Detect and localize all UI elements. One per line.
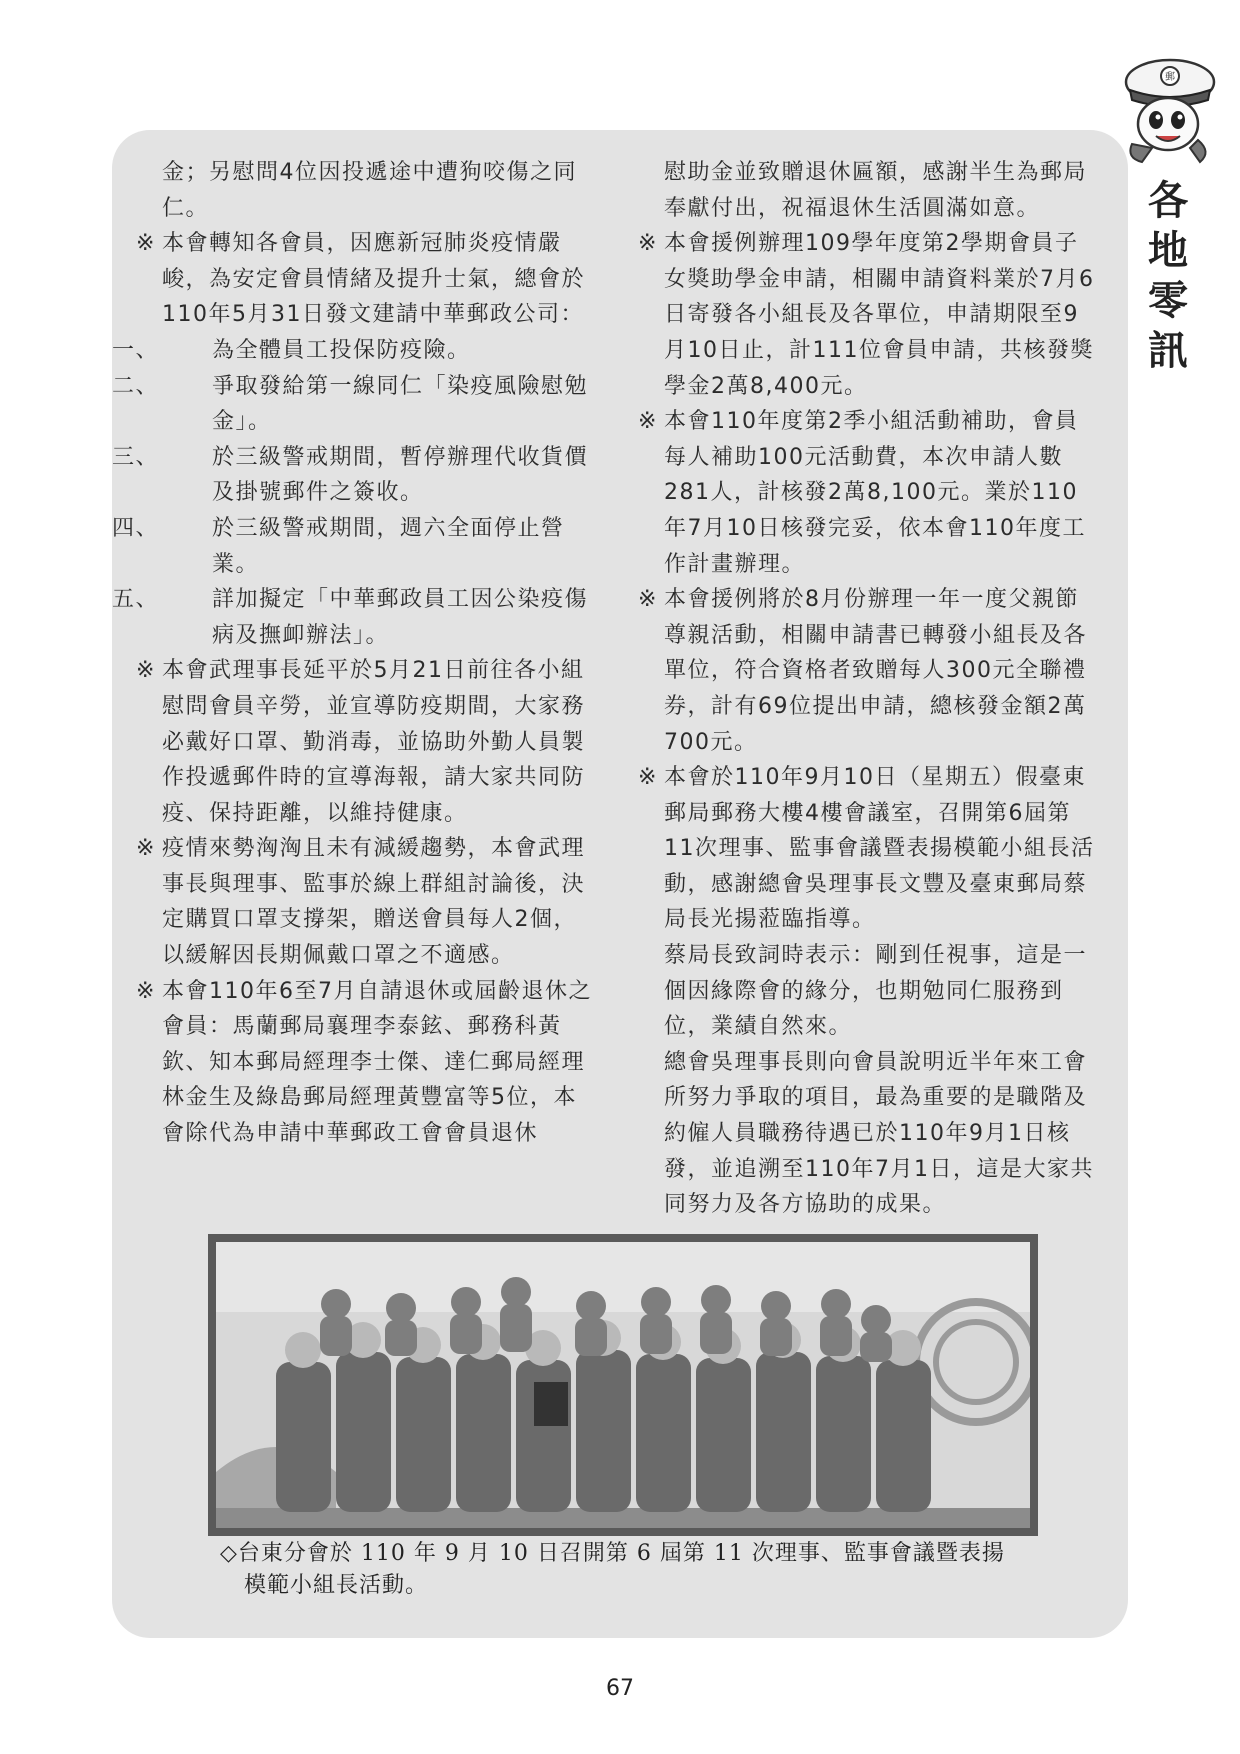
page-number: 67 [606,1676,634,1701]
sub-item-text: 為全體員工投保防疫險。 [212,337,471,363]
sub-item-number: 一、 [112,337,160,363]
side-title-char: 地 [1148,227,1188,274]
left-text-column [112,155,596,1152]
sub-item-text: 爭取發給第一線同仁「染疫風險慰勉金」。 [212,373,589,435]
paragraph: 蔡局長致詞時表示：剛到任視事，這是一個因緣際會的緣分，也期勉同仁服務到位，業績自然來。 [664,943,1088,1040]
side-title-char: 訊 [1148,327,1188,374]
sub-item [112,582,596,653]
mascot-postman-icon [1112,48,1224,166]
sub-item [112,369,596,440]
notice-item: ※ 本會武理事長延平於5月21日前往各小組慰問會員辛勞，並宣導防疫期間，大家務必戴好口罩、勤消毒，並協助外勤人員製作投遞郵件時的宣導海報，請大家共同防疫、保持距離，以維持健康。 [136,653,596,831]
photo-caption [220,1538,1050,1602]
sub-item-text: 於三級警戒期間，暫停辦理代收貨價及掛號郵件之簽收。 [212,444,589,506]
group-photo-illustration [216,1242,1030,1528]
sub-item-number: 四、 [112,515,160,541]
paragraph: 總會吳理事長則向會員說明近半年來工會所努力爭取的項目，最為重要的是職階及約僱人員職務待遇已於110年9月1日核發，並追溯至110年7月1日，這是大家共同努力及各方協助的成果。 [664,1049,1094,1218]
notice-item: ※ 疫情來勢洶洶且未有減緩趨勢，本會武理事長與理事、監事於線上群組討論後，決定購買口罩支撐架，贈送會員每人2個，以緩解因長期佩戴口罩之不適感。 [136,831,596,973]
sub-item-text: 詳加擬定「中華郵政員工因公染疫傷病及撫卹辦法」。 [212,587,589,648]
photo-caption-line: 模範小組長活動。 [244,1573,429,1598]
right-text-column [638,155,1098,1223]
notice-item: ※ 本會援例辦理109學年度第2學期會員子女獎助學金申請，相關申請資料業於7月6日寄發各小組長及各單位，申請期限至9月10日止，計111位會員申請，共核發獎學金2萬8,400元。 [638,226,1098,404]
photo-caption-line: ◇台東分會於 110 年 9 月 10 日召開第 6 屆第 11 次理事、監事會議暨表揚 [220,1541,1005,1566]
sub-item [112,333,596,369]
side-title-char: 各 [1148,177,1188,224]
sub-item-text: 於三級警戒期間，週六全面停止營業。 [212,515,565,577]
notice-item: ※ 本會110年6至7月自請退休或屆齡退休之會員：馬蘭郵局襄理李泰鉉、郵務科黃欽、知本郵局經理李士傑、達仁郵局經理林金生及綠島郵局經理黃豐富等5位，本會除代為申請中華郵政工會會員退休 [136,974,596,1152]
notice-item: ※ 本會轉知各會員，因應新冠肺炎疫情嚴峻，為安定會員情緒及提升士氣，總會於110年5月31日發文建請中華郵政公司： [136,226,596,333]
sub-item-number: 三、 [112,444,160,470]
group-photo [208,1234,1038,1536]
side-title-char: 零 [1148,277,1188,324]
sub-item-number: 二、 [112,373,160,399]
sub-item [112,511,596,582]
notice-item: ※ 本會於110年9月10日（星期五）假臺東郵局郵務大樓4樓會議室，召開第6屆第11次理事、監事會議暨表揚模範小組長活動，感謝總會吳理事長文豐及臺東郵局蔡局長光揚蒞臨指導。 [638,760,1098,938]
paragraph: 慰助金並致贈退休匾額，感謝半生為郵局奉獻付出，祝福退休生活圓滿如意。 [664,160,1088,221]
section-title-vertical [1138,176,1198,376]
notice-item: ※ 本會援例將於8月份辦理一年一度父親節尊親活動，相關申請書已轉發小組長及各單位，符合資格者致贈每人300元全聯禮券，計有69位提出申請，總核發金額2萬700元。 [638,582,1098,760]
sub-item [112,440,596,511]
group-photo-image [216,1242,1030,1528]
svg-text:郵: 郵 [1165,72,1175,83]
paragraph: 金；另慰問4位因投遞途中遭狗咬傷之同仁。 [162,160,577,221]
sub-item-number: 五、 [112,587,160,613]
notice-item: ※ 本會110年度第2季小組活動補助，會員每人補助100元活動費，本次申請人數281人，計核發2萬8,100元。業於110年7月10日核發完妥，依本會110年度工作計畫辦理。 [638,404,1098,582]
